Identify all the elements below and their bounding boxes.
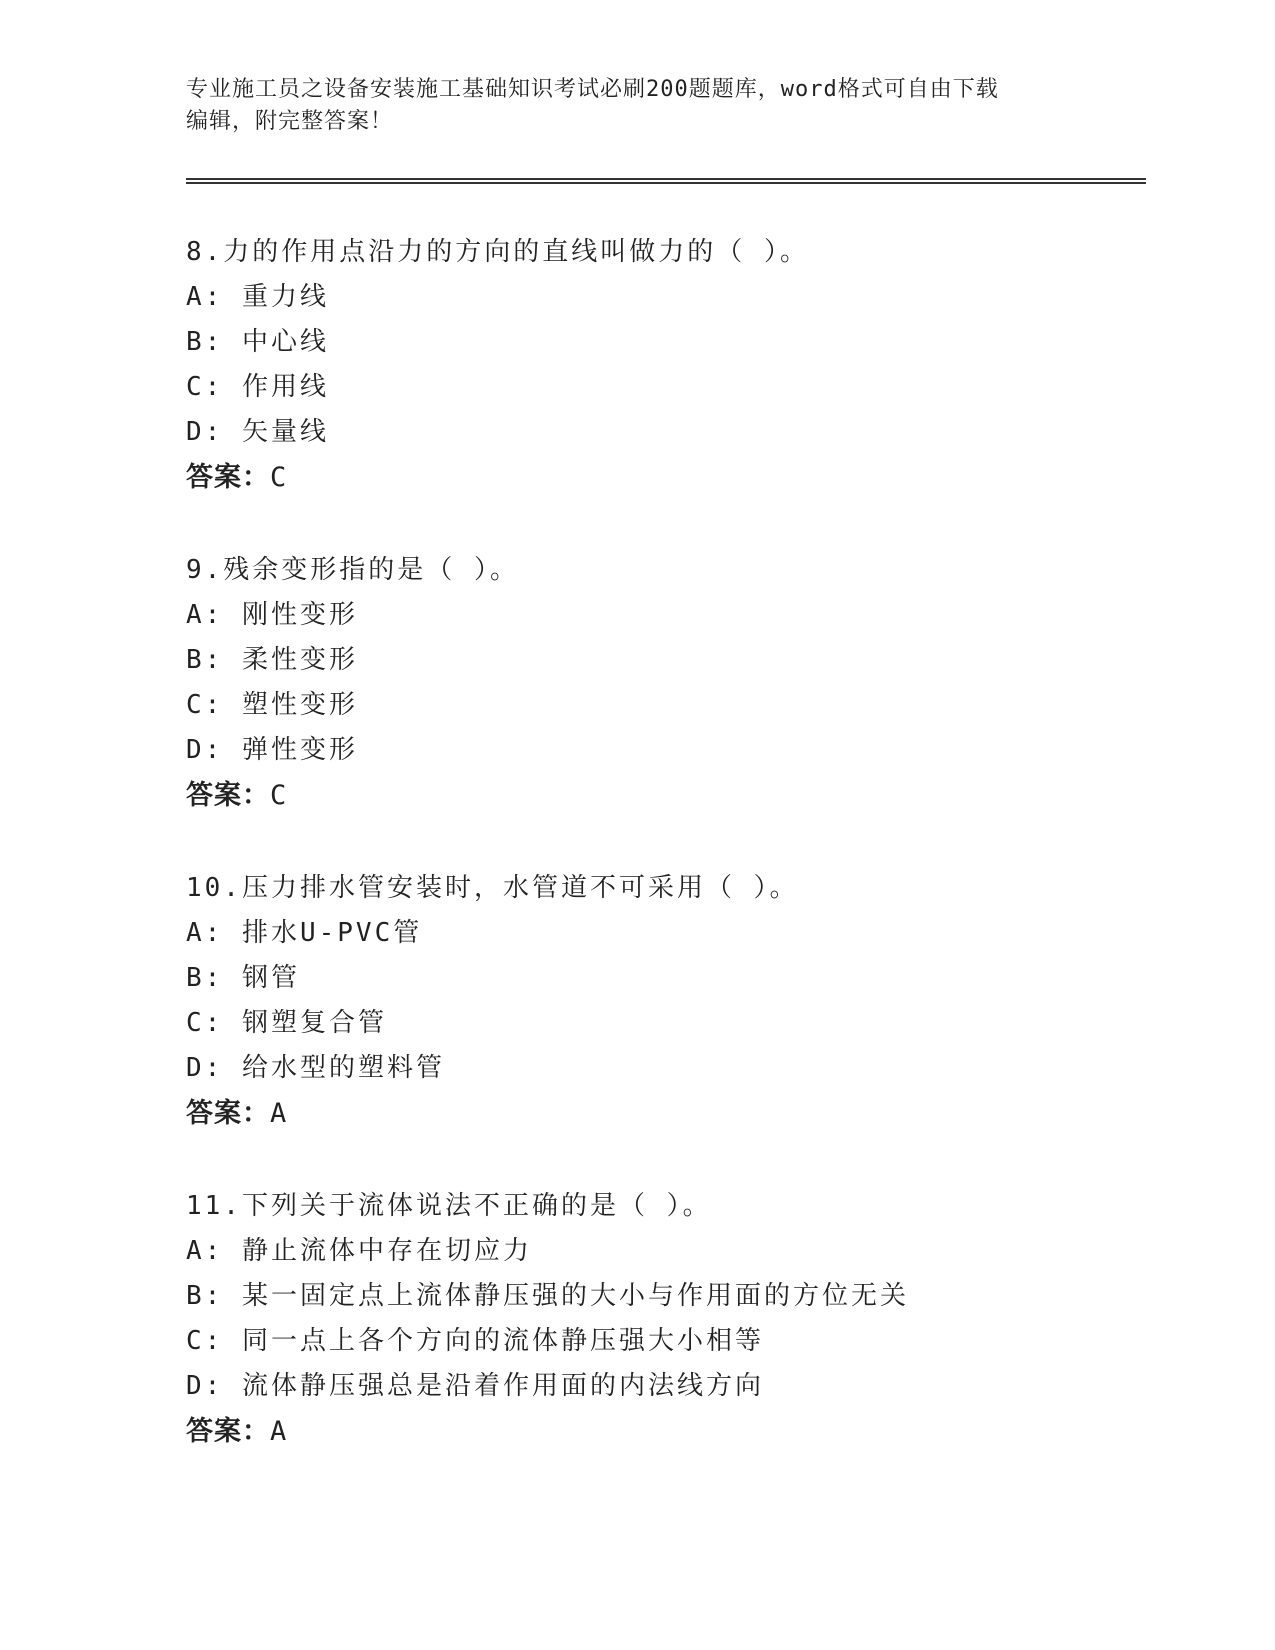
answer-value: A — [270, 1416, 288, 1447]
question-10 — [186, 866, 1086, 1137]
header-title-line-2: 编辑，附完整答案！ — [186, 109, 394, 134]
answer-line — [186, 1091, 1086, 1137]
header-divider — [186, 178, 1146, 184]
option-a: A: 刚性变形 — [186, 600, 358, 630]
header-title-line-1: 专业施工员之设备安装施工基础知识考试必刷200题题库，word格式可自由下载 — [186, 77, 999, 102]
question-8 — [186, 230, 1086, 501]
option-a: A: 重力线 — [186, 282, 329, 312]
option-d: D: 给水型的塑料管 — [186, 1053, 445, 1083]
answer-value: C — [270, 462, 288, 493]
answer-value: C — [270, 780, 288, 811]
option-c: C: 钢塑复合管 — [186, 1008, 387, 1038]
option-b: B: 某一固定点上流体静压强的大小与作用面的方位无关 — [186, 1281, 909, 1311]
option-b: B: 钢管 — [186, 963, 300, 993]
option-c: C: 作用线 — [186, 372, 329, 402]
option-d: D: 流体静压强总是沿着作用面的内法线方向 — [186, 1371, 764, 1401]
answer-value: A — [270, 1098, 288, 1129]
question-9 — [186, 548, 1086, 819]
question-11 — [186, 1184, 1086, 1455]
option-a: A: 排水U-PVC管 — [186, 918, 423, 948]
answer-line — [186, 1409, 1086, 1455]
question-stem: 8.力的作用点沿力的方向的直线叫做力的（ ）。 — [186, 237, 809, 267]
question-stem: 11.下列关于流体说法不正确的是（ ）。 — [186, 1191, 712, 1221]
option-d: D: 弹性变形 — [186, 735, 358, 765]
answer-label: 答案： — [186, 1098, 270, 1129]
answer-label: 答案： — [186, 1416, 270, 1447]
answer-label: 答案： — [186, 462, 270, 493]
option-c: C: 同一点上各个方向的流体静压强大小相等 — [186, 1326, 764, 1356]
option-a: A: 静止流体中存在切应力 — [186, 1236, 532, 1266]
answer-line — [186, 455, 1086, 501]
document-header — [186, 74, 1066, 138]
question-stem: 9.残余变形指的是（ ）。 — [186, 555, 519, 585]
question-stem: 10.压力排水管安装时，水管道不可采用（ ）。 — [186, 873, 799, 903]
option-b: B: 柔性变形 — [186, 645, 358, 675]
option-d: D: 矢量线 — [186, 417, 329, 447]
answer-label: 答案： — [186, 780, 270, 811]
option-b: B: 中心线 — [186, 327, 329, 357]
answer-line — [186, 773, 1086, 819]
option-c: C: 塑性变形 — [186, 690, 358, 720]
